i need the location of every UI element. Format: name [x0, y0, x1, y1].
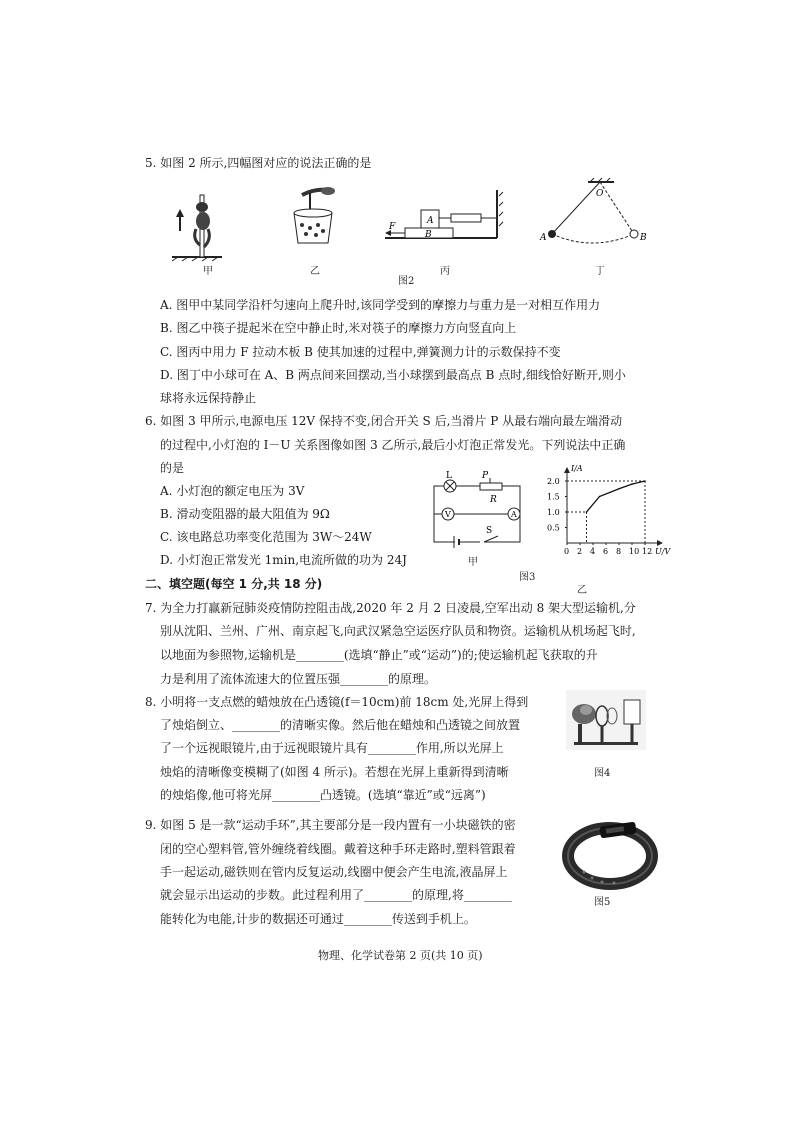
fig2-label-point-b: B [640, 233, 647, 243]
q5-option-d-cont: 球将永远保持静止 [160, 391, 257, 405]
chart-y-tick-label: 0.5 [547, 523, 560, 533]
chart-y-tick-label: 1.0 [547, 508, 560, 517]
fig3-ammeter-label: A [511, 510, 517, 519]
q7-line-4: 力是利用了流体流速大的位置压强________的原理。 [160, 672, 437, 686]
q9-line-1: 9. 如图 5 是一款“运动手环”,其主要部分是一段内置有一小块磁铁的密 [145, 818, 516, 832]
q8-line-2: 了烛焰倒立、________的清晰实像。然后他在蜡烛和凸透镜之间放置 [160, 718, 521, 732]
q9-line-4: 就会显示出运动的步数。此过程利用了________的原理,将________ [160, 888, 512, 902]
q6-option-d: D. 小灯泡正常发光 1min,电流所做的功为 24J [160, 553, 407, 567]
q6-stem-line-1: 6. 如图 3 甲所示,电源电压 12V 保持不变,闭合开关 S 后,当滑片 P 从最右端向最左端滑动 [145, 414, 623, 428]
fig2-label-bing: 丙 [440, 266, 450, 277]
chart-y-tick-label: 2.0 [547, 477, 560, 486]
fig3-lamp-label: L [446, 471, 452, 481]
q9-line-3: 手一起运动,磁铁则在管内反复运动,线圈中便会产生电流,液晶屏上 [160, 865, 508, 879]
q6-stem-line-3: 的是 [160, 461, 185, 475]
fig4-optical-bench-photo [566, 690, 646, 750]
q6-stem-line-2: 的过程中,小灯泡的 I－U 关系图像如图 3 乙所示,最后小灯泡正常发光。下列说法中正确 [160, 438, 626, 452]
chart-series-line [587, 481, 646, 512]
fig2-label-yi: 乙 [310, 266, 320, 277]
chart-y-tick-label: 1.5 [547, 492, 560, 502]
fig2-label-block-a: A [427, 216, 434, 226]
fig3-voltmeter-label: V [445, 510, 451, 519]
fig2-jia-climber [172, 195, 222, 260]
fig4-caption: 图4 [594, 768, 611, 779]
q9-line-2: 闭的空心塑料管,管外缠绕着线圈。戴着这种手环走路时,塑料管跟着 [160, 842, 516, 856]
fig3-jia-circuit [428, 471, 528, 556]
fig2-label-ding: 丁 [595, 266, 605, 277]
fig3-jia-label: 甲 [468, 557, 478, 568]
chart-data-point [599, 496, 601, 498]
fig3-switch-label: S [486, 526, 493, 536]
q5-option-b: B. 图乙中筷子提起米在空中静止时,米对筷子的摩擦力方向竖直向上 [160, 321, 517, 335]
fig2-label-jia: 甲 [203, 266, 213, 277]
q6-option-a: A. 小灯泡的额定电压为 3V [160, 484, 305, 498]
fig2-bing-board-and-spring [385, 190, 505, 245]
fig3-yi-iu-chart [545, 465, 675, 560]
chart-data-point [618, 488, 620, 490]
chart-x-tick-label: 4 [590, 547, 596, 556]
q5-option-d: D. 图丁中小球可在 A、B 两点间来回摆动,当小球摆到最高点 B 点时,细线恰好断开,则小 [160, 368, 626, 382]
q5-stem: 5. 如图 2 所示,四幅图对应的说法正确的是 [145, 156, 372, 170]
fig2-caption: 图2 [398, 276, 415, 287]
fig2-label-point-a: A [540, 233, 547, 243]
chart-data-point [631, 483, 633, 485]
fig3-yi-label: 乙 [577, 585, 587, 596]
fig2-ding-pendulum [540, 176, 647, 246]
q5-option-c: C. 图丙中用力 F 拉动木板 B 使其加速的过程中,弹簧测力计的示数保持不变 [160, 345, 561, 359]
q6-option-b: B. 滑动变阻器的最大阻值为 9Ω [160, 507, 330, 521]
chart-data-point [586, 511, 588, 513]
fig3-slider-label: P [482, 471, 489, 481]
page-footer: 物理、化学试卷第 2 页(共 10 页) [318, 949, 483, 962]
chart-x-axis-label: U/V [655, 547, 671, 556]
q6-option-c: C. 该电路总功率变化范围为 3W～24W [160, 530, 372, 544]
chart-x-tick-label: 2 [577, 547, 583, 556]
q8-line-4: 烛焰的清晰像变模糊了(如图 4 所示)。若想在光屏上重新得到清晰 [160, 765, 509, 779]
fig2-label-force: F [389, 222, 396, 232]
q8-line-3: 了一个远视眼镜片,由于远视眼镜片具有________作用,所以光屏上 [160, 741, 504, 755]
q5-option-a: A. 图甲中某同学沿杆匀速向上爬升时,该同学受到的摩擦力与重力是一对相互作用力 [160, 298, 601, 312]
chart-x-tick-label: 6 [603, 547, 609, 556]
fig3-rheostat-label: R [490, 495, 497, 505]
fig2-yi-rice-cup [288, 183, 343, 248]
q8-line-5: 的烛焰像,他可将光屏________凸透镜。(选填“靠近”或“远离”) [160, 788, 486, 802]
fig2-label-board-b: B [425, 230, 432, 240]
chart-x-tick-label: 0 [564, 547, 570, 556]
chart-data-point [644, 480, 646, 482]
chart-x-tick-label: 10 [629, 547, 640, 556]
chart-x-tick-label: 8 [616, 547, 622, 556]
q7-line-2: 别从沈阳、兰州、广州、南京起飞,向武汉紧急空运医疗队员和物资。运输机从机场起飞时, [160, 624, 636, 638]
fig5-fitness-band-photo [562, 812, 662, 892]
q9-line-5: 能转化为电能,计步的数据还可通过________传送到手机上。 [160, 912, 476, 926]
chart-y-axis-label: I/A [571, 464, 583, 473]
fig5-caption: 图5 [594, 897, 611, 908]
q8-line-1: 8. 小明将一支点燃的蜡烛放在凸透镜(f＝10cm)前 18cm 处,光屏上得到 [145, 695, 529, 709]
fig2-label-pivot-o: O [596, 189, 604, 199]
chart-x-tick-label: 12 [642, 547, 653, 556]
q7-line-3: 以地面为参照物,运输机是________(选填“静止”或“运动”)的;使运输机起飞获取的升 [160, 648, 598, 662]
section-2-title: 二、填空题(每空 1 分,共 18 分) [145, 577, 323, 591]
fig3-caption: 图3 [519, 572, 536, 583]
q7-line-1: 7. 为全力打赢新冠肺炎疫情防控阻击战,2020 年 2 月 2 日凌晨,空军出动 8 架大型运输机,分 [145, 601, 636, 615]
